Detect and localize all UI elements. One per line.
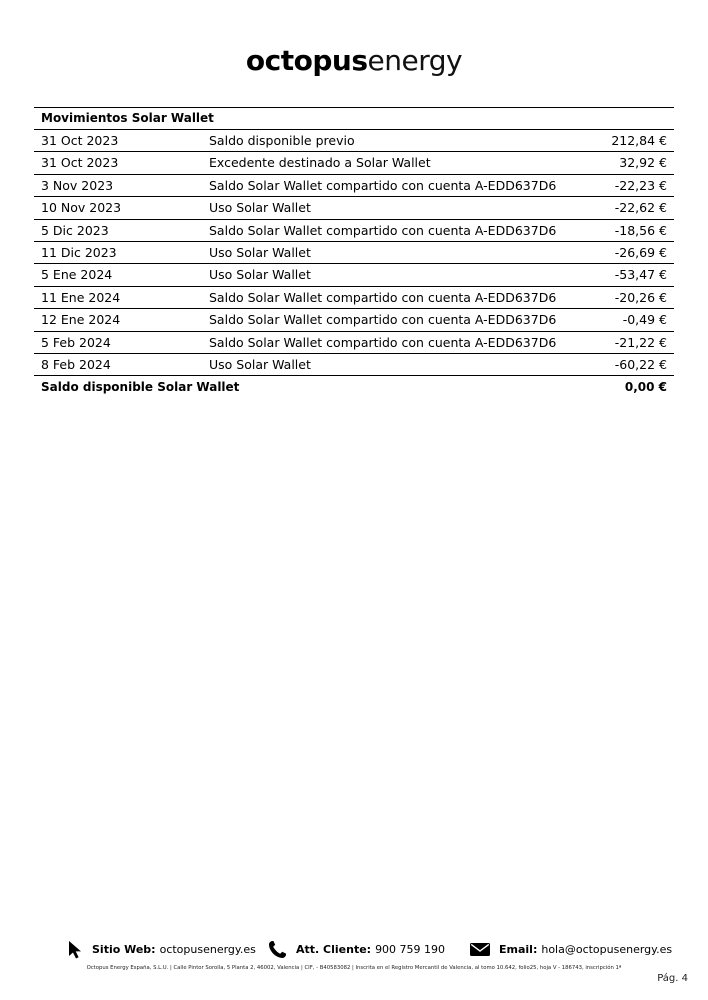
- cursor-icon: [68, 940, 83, 959]
- row-date: 31 Oct 2023: [41, 133, 119, 148]
- row-date: 5 Ene 2024: [41, 267, 113, 283]
- table-row: [34, 332, 674, 354]
- row-date: 3 Nov 2023: [41, 177, 114, 193]
- row-description: Saldo Solar Wallet compartido con cuenta A-EDD637D6: [209, 289, 557, 305]
- row-amount: -20,26 €: [614, 289, 667, 305]
- row-amount: 32,92 €: [619, 155, 667, 171]
- row-description: Uso Solar Wallet: [209, 200, 311, 216]
- row-date: 8 Feb 2024: [41, 356, 111, 372]
- logo: [0, 44, 708, 78]
- footer-email: [470, 937, 672, 961]
- website-link[interactable]: octopusenergy.es: [159, 942, 256, 956]
- page-number: Pág. 4: [657, 973, 688, 984]
- row-description: Saldo Solar Wallet compartido con cuenta A-EDD637D6: [209, 334, 557, 350]
- row-amount: -60,22 €: [614, 356, 667, 372]
- total-label: Saldo disponible Solar Wallet: [41, 380, 240, 395]
- table-row: [34, 264, 674, 286]
- row-date: 5 Dic 2023: [41, 222, 109, 238]
- legal-text: Octopus Energy España, S.L.U. | Calle Pintor Sorolla, 5 Planta 2, 46002, Valencia | CIF, - B40583082 | Inscrita en el Registro Mercantil de Valencia, al tomo 10.642, folio25, hoja V - 186743, inscripción 1ª: [86, 965, 622, 971]
- row-amount: 212,84 €: [611, 133, 667, 148]
- row-amount: -18,56 €: [614, 222, 667, 238]
- row-description: Uso Solar Wallet: [209, 267, 311, 283]
- table-row: [34, 175, 674, 197]
- table-row: [34, 220, 674, 242]
- row-amount: -22,62 €: [614, 200, 667, 216]
- footer: [0, 937, 708, 961]
- row-description: Uso Solar Wallet: [209, 244, 311, 260]
- row-amount: -53,47 €: [614, 267, 667, 283]
- table-row: [34, 287, 674, 309]
- solar-wallet-table: [34, 107, 674, 398]
- row-date: 31 Oct 2023: [41, 155, 119, 171]
- row-date: 11 Ene 2024: [41, 289, 121, 305]
- table-row: [34, 152, 674, 174]
- envelope-icon: [470, 942, 490, 957]
- email-label: Email:: [499, 942, 538, 956]
- row-description: Saldo Solar Wallet compartido con cuenta A-EDD637D6: [209, 312, 557, 328]
- row-date: 5 Feb 2024: [41, 334, 111, 350]
- row-amount: -22,23 €: [614, 177, 667, 193]
- row-description: Uso Solar Wallet: [209, 356, 311, 372]
- row-amount: -21,22 €: [614, 334, 667, 350]
- table-row: [34, 130, 674, 152]
- row-description: Saldo Solar Wallet compartido con cuenta A-EDD637D6: [209, 222, 557, 238]
- total-row: [34, 375, 674, 398]
- email-link[interactable]: hola@octopusenergy.es: [541, 942, 673, 956]
- website-label: Sitio Web:: [92, 942, 156, 956]
- logo-bold-text: octopus: [245, 44, 368, 77]
- table-rows: [34, 130, 674, 375]
- row-description: Saldo Solar Wallet compartido con cuenta A-EDD637D6: [209, 177, 557, 193]
- row-date: 11 Dic 2023: [41, 244, 117, 260]
- table-row: [34, 309, 674, 331]
- phone-icon: [268, 940, 287, 959]
- footer-website: [68, 937, 256, 961]
- phone-label: Att. Cliente:: [296, 942, 372, 956]
- table-row: [34, 197, 674, 219]
- row-date: 10 Nov 2023: [41, 200, 122, 216]
- phone-number[interactable]: 900 759 190: [375, 942, 446, 956]
- total-amount: 0,00 €: [624, 380, 667, 395]
- table-title: Movimientos Solar Wallet: [34, 108, 674, 130]
- table-row: [34, 354, 674, 375]
- row-description: Saldo disponible previo: [209, 133, 355, 148]
- row-date: 12 Ene 2024: [41, 312, 121, 328]
- row-amount: -0,49 €: [622, 312, 667, 328]
- row-description: Excedente destinado a Solar Wallet: [209, 155, 431, 171]
- row-amount: -26,69 €: [614, 244, 667, 260]
- logo-light-text: energy: [367, 44, 463, 77]
- table-row: [34, 242, 674, 264]
- footer-phone: [268, 937, 445, 961]
